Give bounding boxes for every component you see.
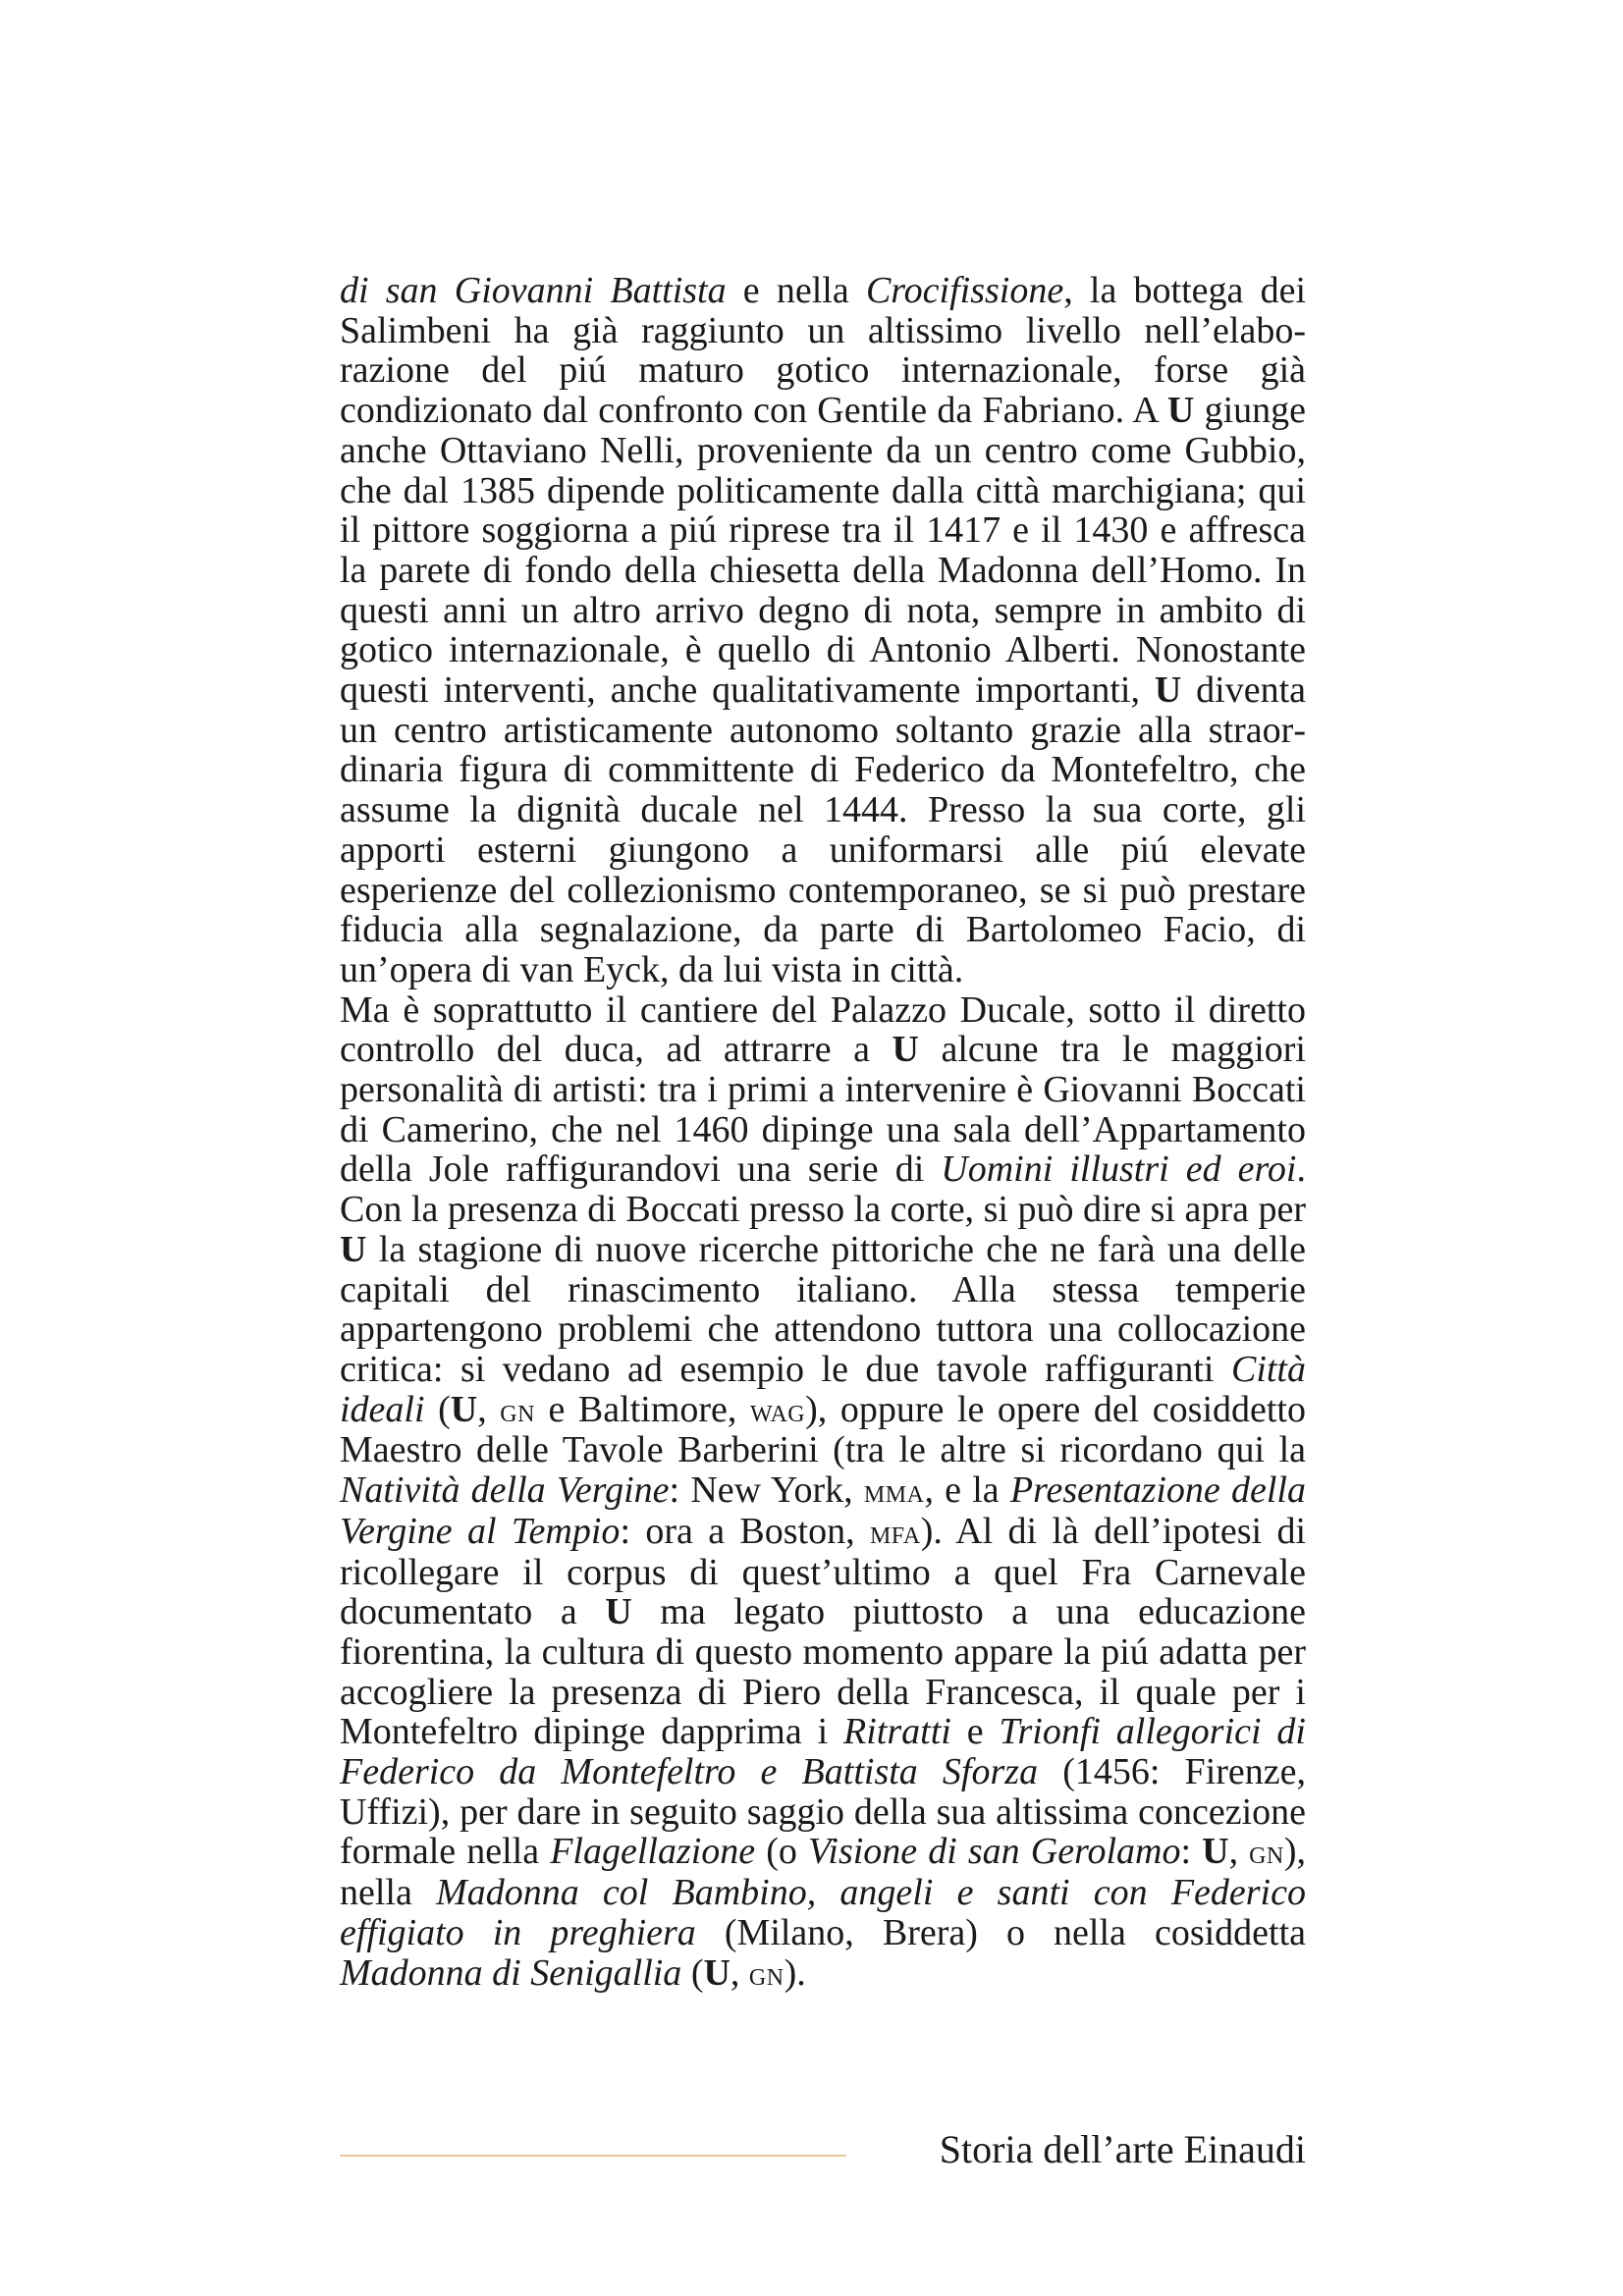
body-text [340,271,1306,1994]
text-run: : [1180,1831,1203,1873]
city-abbreviation: U [1166,390,1195,432]
work-title: Visione di san Gerolamo [808,1831,1181,1873]
text-run: ). [784,1951,806,1994]
text-run: alcune tra le maggiori personalità di artisti: tra i primi a intervenire è Giovanni Boccati di Camerino, che nel 1460 dipinge una sala dell’Appartamento della Jole raffigurandovi una serie di [340,1029,1306,1191]
text-run: e Baltimore, [534,1388,750,1430]
text-run: la stagione di nuove ricerche pittoriche che ne farà una delle capitali del rinascimento italiano. Alla stessa temperie appartengono problemi che attendono tuttora una collocazione critica: si vedano ad esempio le due tavole raffiguranti [340,1228,1306,1390]
text-run: : New York, [669,1469,864,1512]
work-title: Madonna di Senigallia [340,1951,682,1994]
paragraph-2 [340,990,1306,1995]
work-title: Uomini illustri ed eroi [941,1148,1297,1191]
work-title: Città ideali [340,1348,1306,1430]
city-abbreviation: U [340,1228,367,1270]
text-run: diventa un centro artisticamente autonomo soltanto grazie alla straordinaria figura di committente di Federico da Montefeltro, che assume la dignità ducale nel 1444. Presso la sua corte, gli apporti esterni giungono a uniformarsi alle piú elevate esperienze del collezionismo contemporaneo, se si può prestare fiducia alla segnalazione, da parte di Bartolomeo Facio, di un’opera di van Eyck, da lui vista in città. [340,669,1306,990]
page-footer [340,2120,1306,2179]
text-run: . Con la presenza di Boccati presso la corte, si può dire si apra per [340,1148,1306,1231]
text-run: , e la [924,1469,1010,1512]
city-abbreviation: U [1154,669,1182,712]
work-title: Flagellazione [550,1831,756,1873]
work-title: Presentazione della Vergine al Tempio [340,1469,1306,1552]
text-run: ). Al di là dell’ipotesi di ricollegare il corpus di quest’ultimo a quel Fra Carnevale documentato a [340,1510,1307,1633]
text-run: e [950,1711,1000,1753]
text-run: (Milano, Brera) o nella cosiddetta [695,1911,1307,1953]
text-run: ), nella [340,1831,1306,1914]
work-title: Crocifissione [865,270,1064,311]
city-abbreviation: U [1202,1831,1229,1873]
text-run: Ma è soprattutto il cantiere del Palazzo Ducale, sotto il diretto controllo del duca, ad attrarre a [340,988,1306,1071]
text-run: : ora a Boston, [620,1510,870,1552]
text-run: ma legato piuttosto a una educazione fiorentina, la cultura di questo momento appare la piú adatta per accogliere la presenza di Piero della Francesca, il quale per i Montefeltro dipinge dapprima i [340,1591,1306,1753]
paragraph-1 [340,271,1306,990]
text-run: giunge anche Ottaviano Nelli, proveniente da un centro come Gubbio, che dal 1385 dipende politicamente dalla città marchigiana; qui il pittore soggiorna a piú riprese tra il 1417 e il 1430 e affresca la parete di fondo della chiesetta della Madonna dell’Homo. In questi anni un altro arrivo degno di nota, sempre in ambito di gotico internazionale, è quello di Antonio Alberti. Nonostante questi interventi, anche qualitativamente importanti, [340,390,1306,712]
work-title: di san Giovanni Battista [340,270,727,311]
city-abbreviation: U [450,1388,478,1430]
work-title: Madonna col Bambino, angeli e santi con Federico effigiato in preghiera [340,1872,1306,1953]
text-run: , [477,1388,501,1430]
city-abbreviation: U [605,1591,632,1633]
text-run: ), oppure le opere del cosiddetto Maestro delle Tavole Barberini (tra le altre si ricordano qui la [340,1388,1306,1471]
text-run: , [730,1951,749,1994]
city-abbreviation: U [703,1951,730,1994]
text-run: ( [681,1951,704,1994]
work-title: Trionfi allegorici di Federico da Montefeltro e Battista Sforza [340,1711,1306,1793]
museum-abbreviation: gn [748,1953,784,1993]
work-title: Natività della Vergine [340,1469,670,1512]
footer-title: Storia dell’arte Einaudi [939,2127,1306,2171]
museum-abbreviation: wag [749,1390,806,1429]
museum-abbreviation: mfa [869,1512,921,1551]
museum-abbreviation: gn [500,1390,535,1429]
footer-rule [340,2155,846,2157]
city-abbreviation: U [892,1029,919,1071]
museum-abbreviation: gn [1249,1833,1284,1872]
text-run: ( [424,1388,451,1430]
text-run: e nella [726,270,866,311]
text-run: , la bottega dei Salimbeni ha già raggiunto un altissimo livello nell’elaborazione del piú maturo gotico internazionale, forse già condizionato dal confronto con Gentile da Fabriano. A [340,270,1307,432]
museum-abbreviation: mma [863,1471,925,1511]
text-run: (o [755,1831,808,1873]
text-run: (1456: Firenze, Uffizi), per dare in seguito saggio della sua altissima concezione formale nella [340,1751,1307,1873]
text-run: , [1228,1831,1250,1873]
work-title: Ritratti [843,1711,951,1753]
